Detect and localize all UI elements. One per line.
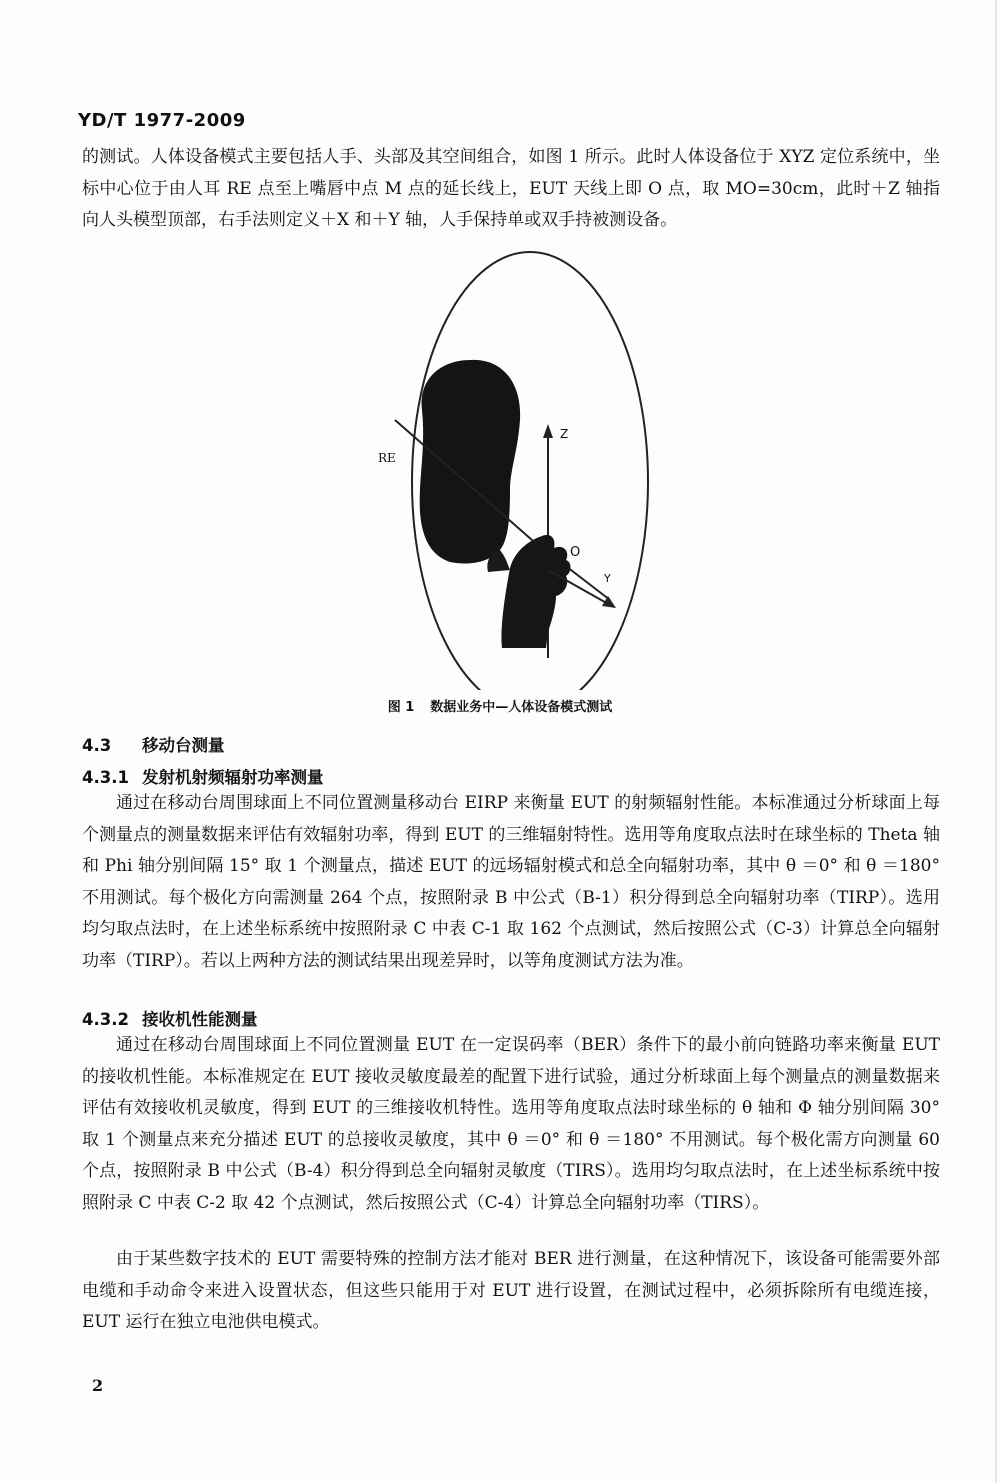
label-z: Z xyxy=(560,427,569,441)
label-o: O xyxy=(570,545,581,560)
section-4-3-1-body: 通过在移动台周围球面上不同位置测量移动台 EIRP 来衡量 EUT 的射频辐射性能。本标准通过分析球面上每个测量点的测量数据来评估有效辐射功率，得到 EUT 的三维辐射特性。选用等角度取点法时在球坐标的 Theta 轴和 Phi 轴分别间隔 15° 取 1 个测量点，描述 EUT 的远场辐射模式和总全向辐射功率，其中 θ ＝0° 和 θ ＝180° 不用测试。每个极化方向需测量 264 个点，按照附录 B 中公式（B-1）积分得到总全向辐射功率（TIRP）。选用均匀取点法时，在上述坐标系统中按照附录 C 中表 C-1 取 162 个点测试，然后按照公式（C-3）计算总全向辐射功率（TIRP）。若以上两种方法的测试结果出现差异时，以等角度测试方法为准。 xyxy=(82,793,940,971)
section-number: 4.3 xyxy=(82,736,112,755)
section-number: 4.3.2 xyxy=(82,1010,129,1029)
page-number: 2 xyxy=(92,1376,104,1395)
figure-caption-label: 图 1 xyxy=(387,700,415,715)
figure-1-head-hand-diagram xyxy=(360,250,660,690)
section-title: 接收机性能测量 xyxy=(142,1010,258,1029)
section-number: 4.3.1 xyxy=(82,768,129,787)
section-4-3-2-body-2: 由于某些数字技术的 EUT 需要特殊的控制方法才能对 BER 进行测量，在这种情况下，该设备可能需要外部电缆和手动命令来进入设置状态，但这些只能用于对 EUT 进行设置，在测试过程中，必须拆除所有电缆连接，EUT 运行在独立电池供电模式。 xyxy=(82,1249,940,1332)
section-4-3-2-heading xyxy=(82,1006,258,1030)
figure-1-caption xyxy=(0,696,1000,715)
section-4-3-2-body-1: 通过在移动台周围球面上不同位置测量 EUT 在一定误码率（BER）条件下的最小前向链路功率来衡量 EUT 的接收机性能。本标准规定在 EUT 接收灵敏度最差的配置下进行试验，通过分析球面上每个测量点的测量数据来评估有效接收机灵敏度，得到 EUT 的三维接收机特性。选用等角度取点法时球坐标的 θ 轴和 Φ 轴分别间隔 30° 取 1 个测量点来充分描述 EUT 的总接收灵敏度，其中 θ ＝0° 和 θ ＝180° 不用测试。每个极化需方向测量 60 个点，按照附录 B 中公式（B-4）积分得到总全向辐射灵敏度（TIRS）。选用均匀取点法时，在上述坐标系统中按照附录 C 中表 C-2 取 42 个点测试，然后按照公式（C-4）计算总全向辐射功率（TIRS）。 xyxy=(82,1035,940,1213)
section-title: 移动台测量 xyxy=(142,736,225,755)
hand-phantom xyxy=(501,535,570,648)
section-4-3-heading xyxy=(82,732,225,756)
label-re: RE xyxy=(378,451,396,465)
section-title: 发射机射频辐射功率测量 xyxy=(142,768,324,787)
figure-caption-text: 数据业务中—人体设备模式测试 xyxy=(430,700,613,715)
head-phantom xyxy=(420,360,520,564)
scan-edge xyxy=(995,0,997,1483)
label-y: Y xyxy=(604,572,611,585)
standard-id-header: YD/T 1977-2009 xyxy=(78,110,246,131)
z-axis-arrow xyxy=(543,424,553,438)
section-4-3-1-heading xyxy=(82,764,324,788)
intro-paragraph: 的测试。人体设备模式主要包括人手、头部及其空间组合，如图 1 所示。此时人体设备位于 XYZ 定位系统中，坐标中心位于由人耳 RE 点至上嘴唇中点 M 点的延长线上，EUT 天线上即 O 点，取 MO=30cm，此时＋Z 轴指向人头模型顶部，右手法则定义＋X 和＋Y 轴，人手保持单或双手持被测设备。 xyxy=(82,147,940,230)
